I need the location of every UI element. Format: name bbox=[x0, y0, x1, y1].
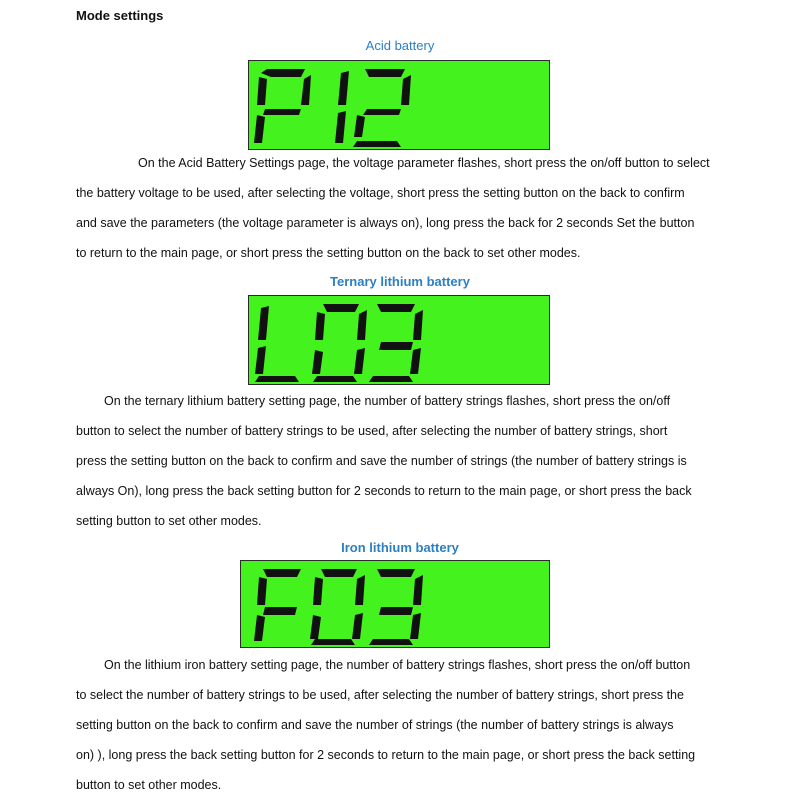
iron-lithium-lcd-display bbox=[240, 560, 550, 648]
paragraph-line: to select the number of battery strings to be used, after selecting the number of battery strings, short press the bbox=[76, 688, 684, 702]
paragraph-line: press the setting button on the back to confirm and save the number of strings (the number of battery strings is bbox=[76, 454, 687, 468]
acid-battery-description bbox=[76, 148, 736, 268]
paragraph-line: On the Acid Battery Settings page, the voltage parameter flashes, short press the on/off button to select bbox=[138, 156, 710, 170]
page-heading: Mode settings bbox=[76, 8, 164, 23]
acid-battery-title: Acid battery bbox=[365, 38, 435, 53]
paragraph-line: on) ), long press the back setting button for 2 seconds to return to the main page, or short press the back setting bbox=[76, 748, 696, 762]
paragraph-line: setting button on the back to confirm and save the number of strings (the number of battery strings is always bbox=[76, 718, 674, 732]
iron-lithium-battery-title: Iron lithium battery bbox=[341, 540, 459, 555]
acid-battery-lcd-display bbox=[248, 60, 550, 150]
paragraph-line: the battery voltage to be used, after selecting the voltage, short press the setting button on the back to confirm bbox=[76, 186, 685, 200]
paragraph-line: always On), long press the back setting button for 2 seconds to return to the main page, or short press the back bbox=[76, 484, 692, 498]
paragraph-line: button to select the number of battery strings to be used, after selecting the number of battery strings, short bbox=[76, 424, 668, 438]
lcd-digits-l03 bbox=[249, 296, 549, 384]
paragraph-line: setting button to set other modes. bbox=[76, 514, 262, 528]
ternary-lithium-battery-title: Ternary lithium battery bbox=[330, 274, 470, 289]
paragraph-line: to return to the main page, or short press the setting button on the back to set other modes. bbox=[76, 246, 581, 260]
iron-lithium-description bbox=[76, 650, 736, 800]
paragraph-line: and save the parameters (the voltage parameter is always on), long press the back for 2 seconds Set the button bbox=[76, 216, 695, 230]
paragraph-line: button to set other modes. bbox=[76, 778, 222, 792]
lcd-digits-p12 bbox=[249, 61, 549, 149]
ternary-lithium-description bbox=[76, 386, 736, 536]
lcd-digits-f03 bbox=[241, 561, 549, 647]
paragraph-line: On the ternary lithium battery setting page, the number of battery strings flashes, short press the on/off bbox=[104, 394, 671, 408]
paragraph-line: On the lithium iron battery setting page, the number of battery strings flashes, short press the on/off button bbox=[104, 658, 691, 672]
ternary-lithium-lcd-display bbox=[248, 295, 550, 385]
